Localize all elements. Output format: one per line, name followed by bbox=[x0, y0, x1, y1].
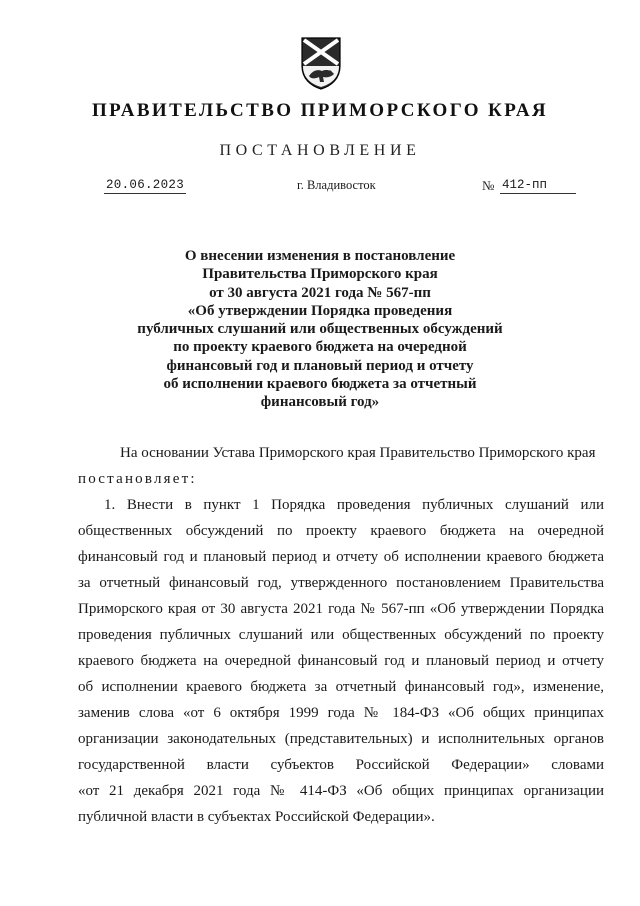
document-number: 412-пп bbox=[500, 178, 576, 194]
preamble-text: На основании Устава Приморского края Правительство Приморского края bbox=[120, 445, 596, 461]
item-line: «от 21 декабря 2021 года № 414-ФЗ «Об общих принципах организации bbox=[78, 783, 604, 799]
item-line: краевого бюджета на очередной финансовый год и плановый период и отчету bbox=[78, 653, 604, 669]
item-line: заменив слова «от 6 октября 1999 года № 184-ФЗ «Об общих принципах bbox=[78, 705, 604, 721]
subject-line: О внесении изменения в постановление bbox=[184, 248, 456, 264]
coat-of-arms-icon bbox=[300, 36, 342, 90]
subject-line: от 30 августа 2021 года № 567-пп bbox=[209, 284, 431, 301]
item-line: за отчетный финансовый год, утвержденного постановлением Правительства bbox=[78, 575, 604, 591]
document-city: г. Владивосток bbox=[297, 178, 376, 192]
item-line: Приморского края от 30 августа 2021 года № 567-пп «Об утверждении Порядка bbox=[78, 601, 604, 617]
number-sign: № bbox=[482, 178, 495, 193]
document-type: ПОСТАНОВЛЕНИЕ bbox=[219, 142, 421, 159]
item-line: проведения публичных слушаний или общественных обсуждений по проекту bbox=[78, 627, 604, 643]
item-line: об исполнении краевого бюджета за отчетный финансовый год», изменение, bbox=[78, 679, 604, 695]
subject-line: финансовый год и плановый период и отчету bbox=[166, 357, 474, 374]
document-meta bbox=[0, 178, 640, 200]
subject-line: финансовый год» bbox=[260, 394, 380, 411]
item-line: публичной власти в субъектах Российской Федерации». bbox=[78, 809, 435, 825]
document-body bbox=[78, 440, 604, 830]
resolution-word: постановляет: bbox=[78, 471, 197, 487]
government-title: ПРАВИТЕЛЬСТВО ПРИМОРСКОГО КРАЯ bbox=[91, 100, 549, 121]
subject-line: об исполнении краевого бюджета за отчетный bbox=[163, 376, 477, 393]
document-date: 20.06.2023 bbox=[106, 178, 185, 192]
subject-line: «Об утверждении Порядка проведения bbox=[187, 302, 453, 319]
item-line: организации законодательных (представительных) и исполнительных органов bbox=[78, 731, 604, 747]
document-subject bbox=[0, 247, 640, 412]
item-line: общественных обсуждений по проекту краевого бюджета на очередной bbox=[78, 523, 604, 539]
subject-line: по проекту краевого бюджета на очередной bbox=[173, 339, 467, 356]
item-line: государственной власти субъектов Российской Федерации» словами bbox=[78, 757, 604, 773]
subject-line: Правительства Приморского края bbox=[202, 266, 438, 283]
item-line: 1. Внести в пункт 1 Порядка проведения публичных слушаний или bbox=[104, 497, 604, 513]
subject-line: публичных слушаний или общественных обсуждений bbox=[137, 321, 503, 338]
item-line: финансовый год и плановый период и отчету об исполнении краевого бюджета bbox=[78, 549, 604, 565]
